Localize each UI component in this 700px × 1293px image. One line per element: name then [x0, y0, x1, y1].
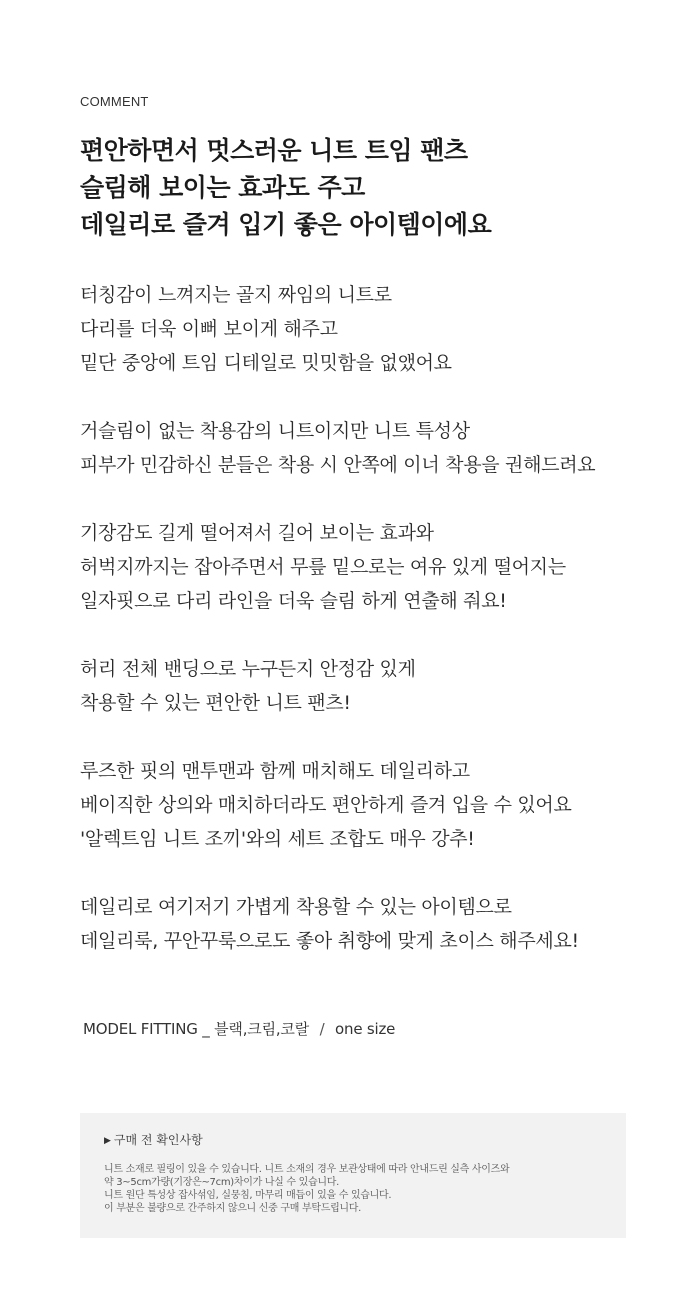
- notice-line: 니트 소재로 필링이 있을 수 있습니다. 니트 소재의 경우 보관상태에 따라 안내드린 실측 사이즈와: [104, 1164, 510, 1175]
- notice-line: 약 3~5cm가량(기장은~7cm)차이가 나실 수 있습니다.: [104, 1177, 339, 1188]
- notice-line: 이 부분은 불량으로 간주하지 않으니 신중 구매 부탁드립니다.: [104, 1203, 362, 1214]
- notice-line: 니트 원단 특성상 잡사섞임, 실뭉침, 마무리 매듭이 있을 수 있습니다.: [104, 1190, 392, 1201]
- purchase-notice-box: [80, 1113, 626, 1238]
- description-line: 베이직한 상의와 매치하더라도 편안하게 즐겨 입을 수 있어요: [80, 794, 572, 816]
- description-line: 착용할 수 있는 편안한 니트 팬츠!: [80, 692, 351, 714]
- notice-body: [104, 1163, 609, 1215]
- description: [80, 278, 680, 992]
- headline-line: 슬림해 보이는 효과도 주고: [80, 173, 365, 202]
- description-line: '알렉트임 니트 조끼'와의 세트 조합도 매우 강추!: [80, 828, 475, 850]
- triangle-right-icon: ▶: [104, 1136, 111, 1146]
- description-line: 피부가 민감하신 분들은 착용 시 안쪽에 이너 착용을 권해드려요: [80, 454, 596, 476]
- model-fitting-info: [83, 1018, 395, 1039]
- description-line: 일자핏으로 다리 라인을 더욱 슬림 하게 연출해 줘요!: [80, 590, 507, 612]
- description-line: 데일리로 여기저기 가볍게 착용할 수 있는 아이템으로: [80, 896, 512, 918]
- description-paragraph: [80, 414, 680, 482]
- headline-line: 편안하면서 멋스러운 니트 트임 팬츠: [80, 136, 468, 165]
- model-fitting-colors: 블랙,크림,코랄: [214, 1020, 310, 1038]
- description-paragraph: [80, 754, 680, 856]
- description-line: 거슬림이 없는 착용감의 니트이지만 니트 특성상: [80, 420, 470, 442]
- description-paragraph: [80, 652, 680, 720]
- description-line: 밑단 중앙에 트임 디테일로 밋밋함을 없앴어요: [80, 352, 452, 374]
- description-line: 허리 전체 밴딩으로 누구든지 안정감 있게: [80, 658, 416, 680]
- model-fitting-size: one size: [335, 1020, 396, 1038]
- description-paragraph: [80, 278, 680, 380]
- description-line: 다리를 더욱 이뻐 보이게 해주고: [80, 318, 338, 340]
- description-line: 허벅지까지는 잡아주면서 무릎 밑으로는 여유 있게 떨어지는: [80, 556, 566, 578]
- headline-line: 데일리로 즐겨 입기 좋은 아이템이에요: [80, 210, 492, 239]
- model-fitting-label: MODEL FITTING _: [83, 1020, 210, 1038]
- notice-title-text: 구매 전 확인사항: [113, 1133, 203, 1147]
- description-line: 터칭감이 느껴지는 골지 짜임의 니트로: [80, 284, 392, 306]
- comment-label: COMMENT: [80, 94, 149, 109]
- description-line: 기장감도 길게 떨어져서 길어 보이는 효과와: [80, 522, 434, 544]
- description-line: 데일리룩, 꾸안꾸룩으로도 좋아 취향에 맞게 초이스 해주세요!: [80, 930, 579, 952]
- description-line: 루즈한 핏의 맨투맨과 함께 매치해도 데일리하고: [80, 760, 470, 782]
- description-paragraph: [80, 890, 680, 958]
- headline: [80, 132, 660, 243]
- description-paragraph: [80, 516, 680, 618]
- notice-title: [104, 1131, 203, 1148]
- model-fitting-separator: /: [319, 1020, 325, 1038]
